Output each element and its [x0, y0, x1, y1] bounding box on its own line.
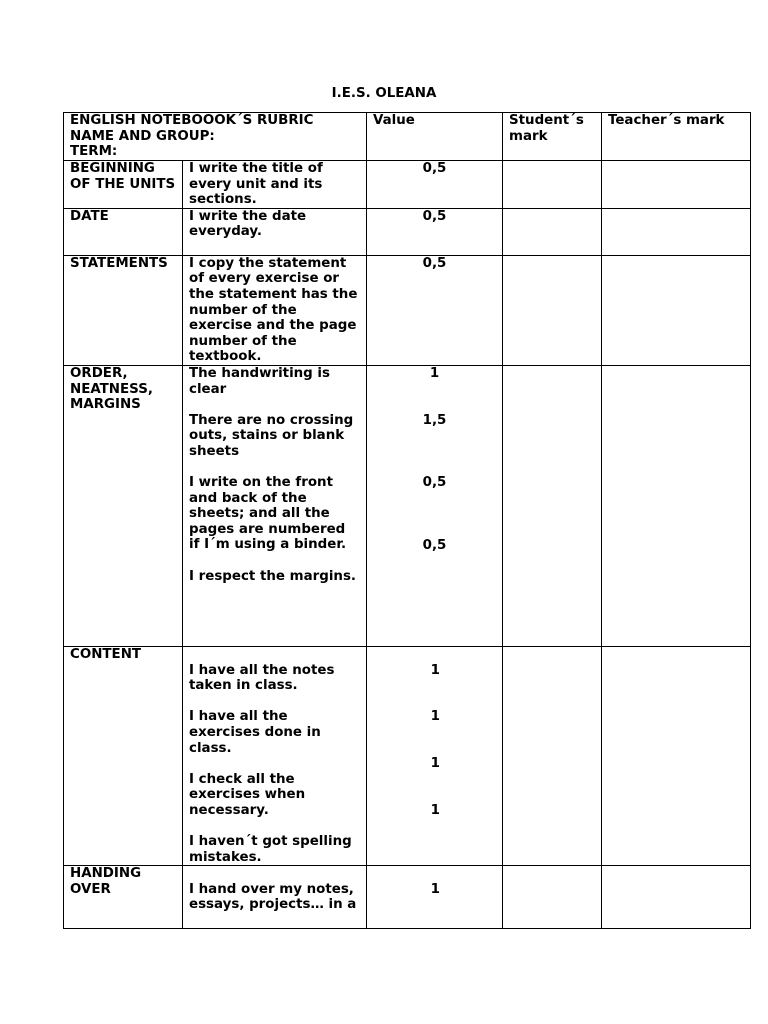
criteria-cell — [183, 208, 367, 255]
criterion: I respect the margins. — [189, 568, 357, 584]
criterion: I have all the exercises done in class. — [189, 709, 321, 756]
teacher-mark-header: Teacher´s mark — [602, 113, 751, 161]
header-row — [64, 113, 751, 161]
value: 0,5 — [422, 255, 447, 271]
value: 1 — [430, 709, 440, 725]
table-row — [64, 161, 751, 209]
student-mark-cell[interactable] — [503, 646, 602, 865]
value-cell — [367, 208, 503, 255]
term-label: TERM: — [70, 144, 118, 160]
category-cell: HANDING OVER — [64, 866, 183, 929]
criteria-cell — [183, 255, 367, 365]
table-row — [64, 365, 751, 646]
value: 0,5 — [422, 208, 447, 224]
student-mark-cell[interactable] — [503, 161, 602, 209]
criterion: I hand over my notes, essays, projects… in a — [189, 881, 357, 913]
criterion: I check all the exercises when necessary. — [189, 771, 306, 818]
rubric-title: ENGLISH NOTEBOOOK´S RUBRIC — [70, 113, 314, 128]
rubric-table — [63, 112, 751, 929]
table-row — [64, 646, 751, 865]
value: 1,5 — [422, 412, 447, 428]
table-row — [64, 866, 751, 929]
student-mark-cell[interactable] — [503, 208, 602, 255]
value: 1 — [430, 756, 440, 772]
rubric-title-cell — [64, 113, 367, 161]
teacher-mark-cell[interactable] — [602, 208, 751, 255]
teacher-mark-cell[interactable] — [602, 866, 751, 929]
value-cell — [367, 161, 503, 209]
value-cell — [367, 255, 503, 365]
criterion: I haven´t got spelling mistakes. — [189, 834, 352, 865]
criterion: I write the title of every unit and its sections. — [189, 161, 323, 208]
value: 0,5 — [422, 161, 447, 176]
category-cell: CONTENT — [64, 646, 183, 865]
criterion: I copy the statement of every exercise or the statement has the number of the exercise and the page number of the textbook. — [189, 255, 358, 365]
category-cell: BEGINNING OF THE UNITS — [64, 161, 183, 209]
name-and-group-label: NAME AND GROUP: — [70, 128, 215, 144]
value: 0,5 — [422, 475, 447, 491]
value: 1 — [430, 802, 440, 818]
school-title: I.E.S. OLEANA — [331, 86, 437, 101]
student-mark-cell[interactable] — [503, 365, 602, 646]
value: 1 — [430, 881, 440, 897]
criterion: I write on the front and back of the sheets; and all the pages are numbered if I´m using a binder. — [189, 475, 347, 553]
student-mark-header: Student´s mark — [503, 113, 602, 161]
teacher-mark-cell[interactable] — [602, 161, 751, 209]
criterion: I write the date everyday. — [189, 208, 307, 240]
student-mark-cell[interactable] — [503, 255, 602, 365]
criteria-cell — [183, 866, 367, 929]
criterion: I have all the notes taken in class. — [189, 662, 335, 694]
value: 0,5 — [422, 537, 447, 553]
value: 1 — [430, 662, 440, 678]
student-mark-cell[interactable] — [503, 866, 602, 929]
criteria-cell — [183, 365, 367, 646]
value-cell — [367, 365, 503, 646]
teacher-mark-cell[interactable] — [602, 255, 751, 365]
category-cell: STATEMENTS — [64, 255, 183, 365]
table-row — [64, 208, 751, 255]
table-row — [64, 255, 751, 365]
value: 1 — [429, 365, 440, 381]
value-cell — [367, 866, 503, 929]
criteria-cell — [183, 646, 367, 865]
criteria-cell — [183, 161, 367, 209]
teacher-mark-cell[interactable] — [602, 646, 751, 865]
criterion: There are no crossing outs, stains or blank sheets — [189, 412, 354, 459]
value-header: Value — [367, 113, 503, 161]
teacher-mark-cell[interactable] — [602, 365, 751, 646]
category-cell: ORDER, NEATNESS, MARGINS — [64, 365, 183, 646]
value-cell — [367, 646, 503, 865]
criterion: The handwriting is clear — [189, 365, 330, 397]
category-cell: DATE — [64, 208, 183, 255]
